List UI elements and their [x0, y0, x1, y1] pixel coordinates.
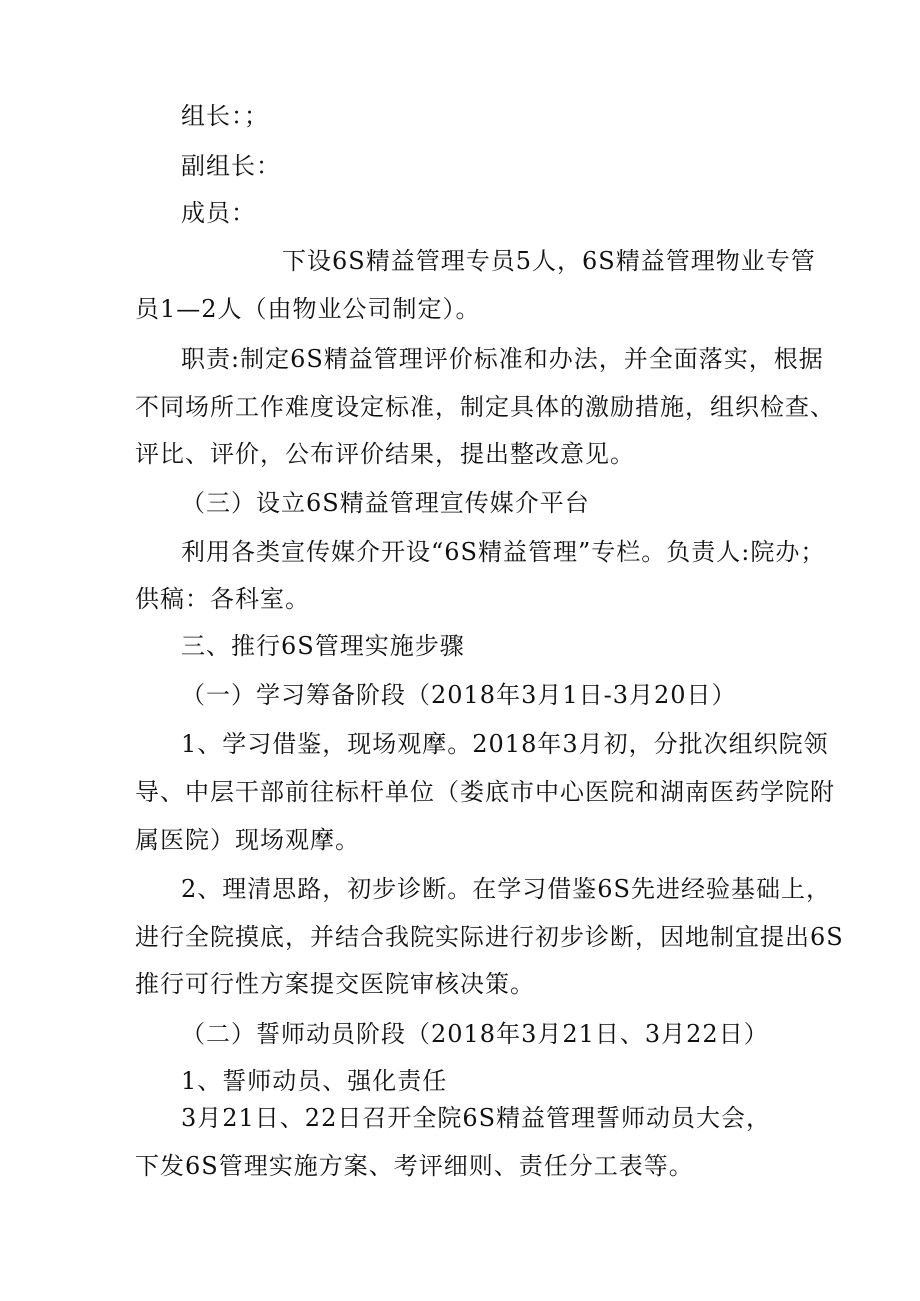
section-heading-media-platform: （三）设立6S精益管理宣传媒介平台 — [181, 489, 590, 517]
text-line-duties-cont-1: 不同场所工作难度设定标准，制定具体的激励措施，组织检查、 — [135, 393, 835, 421]
text-line-stage-2-meeting: 3月21日、22日召开全院6S精益管理誓师动员大会， — [181, 1104, 772, 1132]
subsection-heading-stage-2: （二）誓师动员阶段（2018年3月21日、3月22日） — [181, 1020, 769, 1048]
text-line-media-column-cont: 供稿：各科室。 — [135, 585, 310, 613]
text-line-stage-1-item-1-end: 属医院）现场观摩。 — [135, 826, 360, 854]
text-line-staff-setup-cont: 员1—2人（由物业公司制定）。 — [135, 295, 481, 323]
text-line-stage-1-item-1-cont: 导、中层干部前往标杆单位（娄底市中心医院和湖南医药学院附 — [135, 778, 835, 806]
text-line-stage-1-item-2: 2、理清思路，初步诊断。在学习借鉴6S先进经验基础上， — [181, 875, 831, 903]
text-line-stage-1-item-2-end: 推行可行性方案提交医院审核决策。 — [135, 970, 535, 998]
text-line-duties-cont-2: 评比、评价，公布评价结果，提出整改意见。 — [135, 440, 635, 468]
section-heading-steps: 三、推行6S管理实施步骤 — [181, 632, 465, 660]
text-line-members: 成员： — [181, 199, 256, 227]
subsection-heading-stage-1: （一）学习筹备阶段（2018年3月1日-3月20日） — [181, 681, 737, 709]
text-line-deputy-leader: 副组长： — [181, 152, 281, 180]
text-line-stage-1-item-2-cont: 进行全院摸底，并结合我院实际进行初步诊断，因地制宜提出6S — [135, 923, 844, 951]
text-line-media-column: 利用各类宣传媒介开设“6S精益管理”专栏。负责人:院办； — [181, 538, 826, 566]
text-line-staff-setup: 下设6S精益管理专员5人，6S精益管理物业专管 — [282, 247, 816, 275]
text-line-stage-2-meeting-cont: 下发6S管理实施方案、考评细则、责任分工表等。 — [135, 1152, 694, 1180]
text-line-stage-2-item-1: 1、誓师动员、强化责任 — [181, 1067, 448, 1095]
text-line-group-leader: 组长：； — [181, 102, 269, 130]
text-line-duties: 职责:制定6S精益管理评价标准和办法，并全面落实，根据 — [181, 345, 824, 373]
text-line-stage-1-item-1: 1、学习借鉴，现场观摩。2018年3月初，分批次组织院领 — [181, 730, 829, 758]
